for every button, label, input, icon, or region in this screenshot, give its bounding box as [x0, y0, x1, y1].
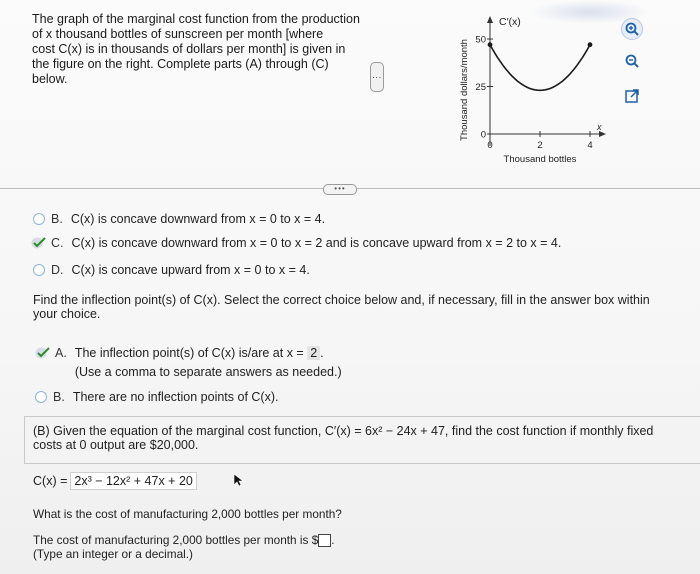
zoom-in-icon	[624, 21, 640, 37]
option-d[interactable]: D. C(x) is concave upward from x = 0 to x = 4.	[33, 263, 310, 277]
option-c[interactable]: C. C(x) is concave downward from x = 0 to x = 2 and is concave upward from x = 2 to x = 4.	[31, 236, 561, 250]
zoom-out-button[interactable]	[621, 50, 643, 72]
option-b-radio[interactable]	[33, 213, 45, 225]
curve-endpoints	[488, 42, 593, 47]
cost-function-answer: C(x) = 2x³ − 12x² + 47x + 20	[33, 472, 197, 490]
expand-panel-handle[interactable]: ⋮	[370, 62, 384, 92]
x-axis-name: x	[597, 122, 602, 132]
zoom-in-button[interactable]	[621, 18, 643, 40]
option-d-radio[interactable]	[33, 264, 45, 276]
cost-question: What is the cost of manufacturing 2,000 bottles per month?	[33, 507, 342, 521]
graph-svg	[452, 10, 622, 170]
correct-check-icon	[35, 347, 51, 359]
y-tick-label: 50	[475, 34, 486, 46]
marginal-cost-graph	[452, 10, 622, 170]
x-tick-label: 4	[587, 140, 593, 151]
option-b[interactable]: B. C(x) is concave downward from x = 0 to x = 4.	[33, 212, 325, 226]
x-axis-label: Thousand bottles	[503, 154, 577, 165]
inflection-option-b[interactable]: B. There are no inflection points of C(x).	[35, 390, 278, 404]
curve-endpoint	[588, 42, 593, 47]
mouse-cursor-icon	[233, 473, 243, 487]
y-tick-label: 0	[480, 129, 486, 141]
y-axis-arrow	[487, 16, 493, 23]
cost-function-box[interactable]: 2x³ − 12x² + 47x + 20	[70, 472, 196, 490]
part-b-prompt: (B) Given the equation of the marginal cost function, C′(x) = 6x² − 24x + 47, find the cost function if monthly fixed costs at 0 output are $20,000.	[33, 424, 654, 452]
marginal-cost-curve	[490, 45, 590, 91]
x-tick-label: 0	[487, 140, 493, 151]
correct-check-icon	[31, 237, 47, 249]
cost-answer-input[interactable]	[318, 534, 331, 547]
curve-endpoint	[488, 42, 493, 47]
y-axis-label: Thousand dollars/month	[459, 39, 470, 141]
inflection-option-a[interactable]: A. The inflection point(s) of C(x) is/are at x = 2 . (Use a comma to separate answers as needed.)	[35, 346, 342, 379]
popout-icon	[624, 88, 640, 104]
inflection-option-b-radio[interactable]	[35, 391, 47, 403]
inflection-answer-box[interactable]: 2	[307, 346, 320, 360]
x-tick-label: 2	[537, 140, 543, 151]
zoom-out-icon	[624, 53, 640, 69]
y-tick-label: 25	[475, 82, 486, 93]
expand-content-handle[interactable]: •••	[323, 184, 357, 195]
problem-intro: The graph of the marginal cost function from the production of x thousand bottles of sunscreen per month [where cost C(x) is in thousands of dollars per month] is given in the figure on the right. Complete parts (A) through (C) below.	[32, 12, 360, 86]
curve-label: C′(x)	[499, 16, 521, 28]
popout-button[interactable]	[621, 85, 643, 107]
cost-answer-line: The cost of manufacturing 2,000 bottles per month is $ . (Type an integer or a decimal.)	[33, 533, 335, 562]
inflection-question: Find the inflection point(s) of C(x). Select the correct choice below and, if necessary, fill in the answer box within your choice.	[33, 293, 650, 321]
